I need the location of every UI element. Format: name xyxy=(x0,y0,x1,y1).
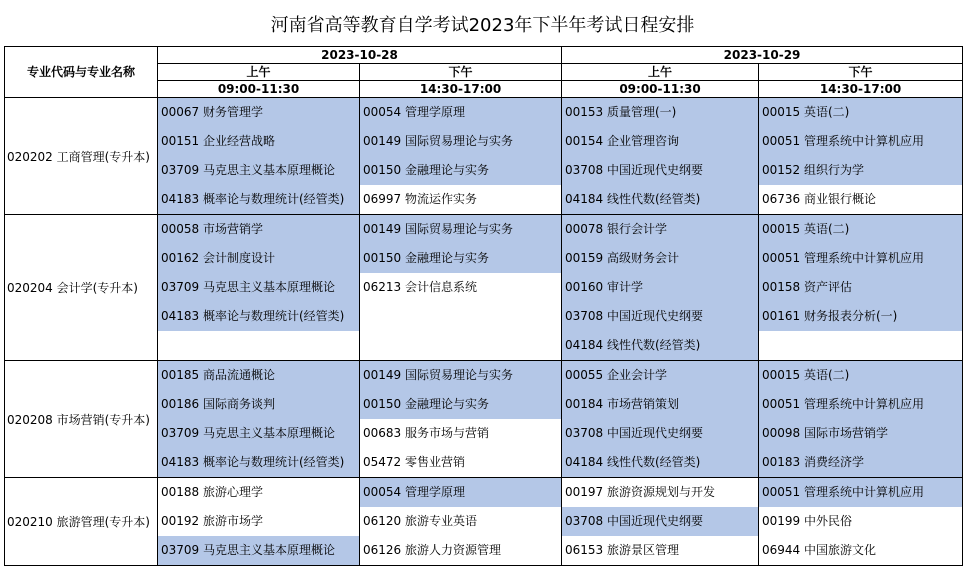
course-cell: 00161 财务报表分析(一) xyxy=(759,302,963,331)
course-cell: 00149 国际贸易理论与实务 xyxy=(360,127,562,156)
course-cell: 00015 英语(二) xyxy=(759,98,963,128)
schedule-row xyxy=(5,361,963,391)
course-cell: 03708 中国近现代史纲要 xyxy=(562,419,759,448)
course-cell: 03709 马克思主义基本原理概论 xyxy=(158,156,360,185)
course-cell: 03708 中国近现代史纲要 xyxy=(562,302,759,331)
course-cell: 00159 高级财务会计 xyxy=(562,244,759,273)
course-cell: 03708 中国近现代史纲要 xyxy=(562,156,759,185)
course-cell: 00162 会计制度设计 xyxy=(158,244,360,273)
course-cell: 00160 审计学 xyxy=(562,273,759,302)
course-cell: 00149 国际贸易理论与实务 xyxy=(360,215,562,245)
date-header: 2023-10-28 xyxy=(158,47,562,64)
course-cell: 00199 中外民俗 xyxy=(759,507,963,536)
major-name: 020202 工商管理(专升本) xyxy=(5,98,158,215)
course-cell: 06736 商业银行概论 xyxy=(759,185,963,215)
major-name: 020204 会计学(专升本) xyxy=(5,215,158,361)
course-cell: 00158 资产评估 xyxy=(759,273,963,302)
course-cell: 04183 概率论与数理统计(经管类) xyxy=(158,448,360,478)
course-cell: 00015 英语(二) xyxy=(759,361,963,391)
session-time: 09:00-11:30 xyxy=(562,81,759,98)
course-cell: 00098 国际市场营销学 xyxy=(759,419,963,448)
course-cell: 00184 市场营销策划 xyxy=(562,390,759,419)
exam-schedule-table xyxy=(4,46,963,566)
session-time: 14:30-17:00 xyxy=(360,81,562,98)
course-cell: 00153 质量管理(一) xyxy=(562,98,759,128)
course-cell: 00078 银行会计学 xyxy=(562,215,759,245)
course-cell: 00150 金融理论与实务 xyxy=(360,156,562,185)
course-cell: 04184 线性代数(经管类) xyxy=(562,448,759,478)
course-cell: 03709 马克思主义基本原理概论 xyxy=(158,419,360,448)
course-cell: 04184 线性代数(经管类) xyxy=(562,185,759,215)
course-cell: 06997 物流运作实务 xyxy=(360,185,562,215)
course-cell: 06120 旅游专业英语 xyxy=(360,507,562,536)
course-cell: 04184 线性代数(经管类) xyxy=(562,331,759,361)
course-cell: 00192 旅游市场学 xyxy=(158,507,360,536)
date-header: 2023-10-29 xyxy=(562,47,963,64)
major-column-header: 专业代码与专业名称 xyxy=(5,47,158,98)
course-cell: 00051 管理系统中计算机应用 xyxy=(759,244,963,273)
session-time: 09:00-11:30 xyxy=(158,81,360,98)
course-cell: 00151 企业经营战略 xyxy=(158,127,360,156)
major-name: 020210 旅游管理(专升本) xyxy=(5,478,158,566)
course-cell: 03708 中国近现代史纲要 xyxy=(562,507,759,536)
schedule-body xyxy=(5,98,963,566)
session-time: 14:30-17:00 xyxy=(759,81,963,98)
session-label: 下午 xyxy=(360,64,562,81)
course-cell: 00186 国际商务谈判 xyxy=(158,390,360,419)
course-cell: 00015 英语(二) xyxy=(759,215,963,245)
course-cell: 00150 金融理论与实务 xyxy=(360,244,562,273)
course-cell: 06213 会计信息系统 xyxy=(360,273,562,302)
course-cell: 00188 旅游心理学 xyxy=(158,478,360,508)
course-cell: 00055 企业会计学 xyxy=(562,361,759,391)
course-cell: 00683 服务市场与营销 xyxy=(360,419,562,448)
session-label: 上午 xyxy=(562,64,759,81)
course-cell: 06153 旅游景区管理 xyxy=(562,536,759,566)
course-cell xyxy=(759,331,963,361)
course-cell: 06126 旅游人力资源管理 xyxy=(360,536,562,566)
course-cell: 00185 商品流通概论 xyxy=(158,361,360,391)
schedule-row xyxy=(5,215,963,245)
course-cell: 00054 管理学原理 xyxy=(360,98,562,128)
session-label: 上午 xyxy=(158,64,360,81)
course-cell: 03709 马克思主义基本原理概论 xyxy=(158,273,360,302)
course-cell: 00183 消费经济学 xyxy=(759,448,963,478)
course-cell: 00054 管理学原理 xyxy=(360,478,562,508)
schedule-row xyxy=(5,478,963,508)
major-name: 020208 市场营销(专升本) xyxy=(5,361,158,478)
course-cell: 00051 管理系统中计算机应用 xyxy=(759,478,963,508)
course-cell: 06944 中国旅游文化 xyxy=(759,536,963,566)
page-title: 河南省高等教育自学考试2023年下半年考试日程安排 xyxy=(270,15,695,36)
session-label: 下午 xyxy=(759,64,963,81)
course-cell xyxy=(360,302,562,331)
course-cell: 00067 财务管理学 xyxy=(158,98,360,128)
course-cell xyxy=(360,331,562,361)
course-cell: 00149 国际贸易理论与实务 xyxy=(360,361,562,391)
course-cell: 00051 管理系统中计算机应用 xyxy=(759,390,963,419)
course-cell: 00150 金融理论与实务 xyxy=(360,390,562,419)
course-cell: 00058 市场营销学 xyxy=(158,215,360,245)
course-cell: 00197 旅游资源规划与开发 xyxy=(562,478,759,508)
course-cell: 04183 概率论与数理统计(经管类) xyxy=(158,302,360,331)
course-cell: 05472 零售业营销 xyxy=(360,448,562,478)
course-cell: 04183 概率论与数理统计(经管类) xyxy=(158,185,360,215)
course-cell: 00154 企业管理咨询 xyxy=(562,127,759,156)
course-cell: 00152 组织行为学 xyxy=(759,156,963,185)
schedule-row xyxy=(5,98,963,128)
course-cell xyxy=(158,331,360,361)
course-cell: 00051 管理系统中计算机应用 xyxy=(759,127,963,156)
course-cell: 03709 马克思主义基本原理概论 xyxy=(158,536,360,566)
